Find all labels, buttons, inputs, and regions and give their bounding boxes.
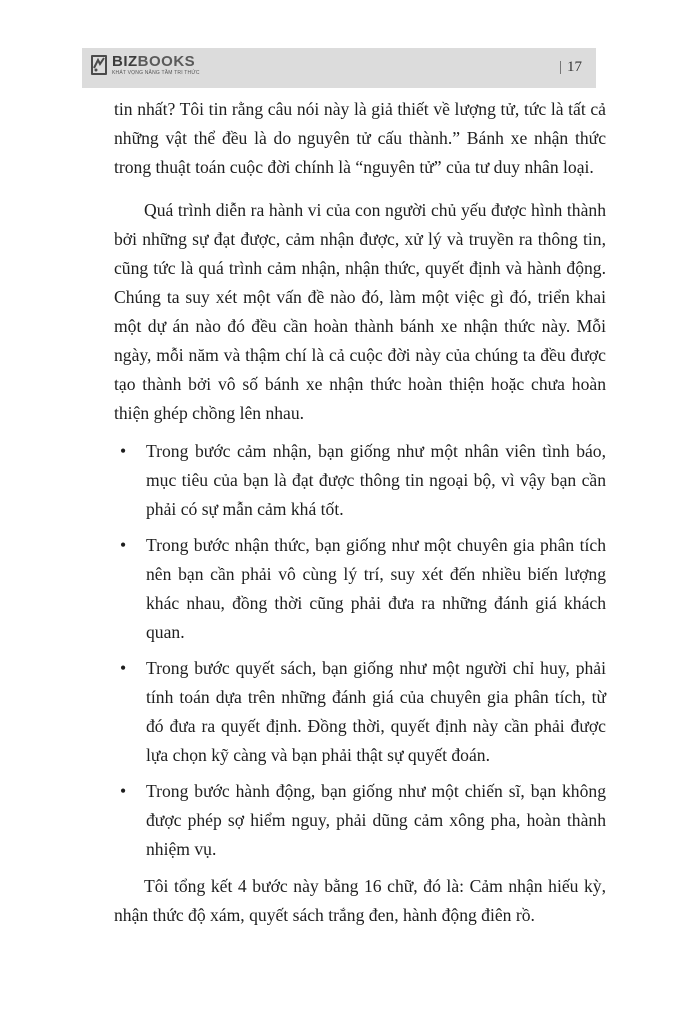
- bullet-text-decision: Trong bước quyết sách, bạn giống như một người chỉ huy, phải tính toán dựa trên những đánh giá của chuyên gia phân tích, từ đó đưa ra quyết định. Đồng thời, quyết định này cần phải được lựa chọn kỹ càng và bạn phải thật sự quyết đoán.: [146, 658, 606, 765]
- list-item: [114, 531, 606, 647]
- page-number: 17: [567, 59, 582, 75]
- bullet-text-action: Trong bước hành động, bạn giống như một chiến sĩ, bạn không được phép sợ hiểm nguy, phải dũng cảm xông pha, hoàn thành nhiệm vụ.: [146, 781, 606, 859]
- bullet-text-cognition: Trong bước nhận thức, bạn giống như một chuyên gia phân tích nên bạn cần phải vô cùng lý trí, suy xét đến nhiều biến lượng khác nhau, đồng thời cũng phải đưa ra những đánh giá khách quan.: [146, 535, 606, 642]
- page-number-separator: |: [558, 59, 562, 75]
- bullet-text-perception: Trong bước cảm nhận, bạn giống như một nhân viên tình báo, mục tiêu của bạn là đạt được thông tin ngoại bộ, vì vậy bạn cần phải có sự mẫn cảm khá tốt.: [146, 441, 606, 519]
- page-body: [114, 95, 606, 930]
- list-item: [114, 437, 606, 524]
- logo-name-books: BOOKS: [137, 53, 196, 70]
- paragraph-continued: tin nhất? Tôi tin rằng câu nói này là giả thiết về lượng tử, tức là tất cả những vật thể đều là do nguyên tử cấu thành.” Bánh xe nhận thức trong thuật toán cuộc đời chính là “nguyên tử” của tư duy nhân loại.: [114, 99, 606, 177]
- list-item: [114, 777, 606, 864]
- logo-name: [112, 54, 200, 70]
- bullet-list: [114, 437, 606, 864]
- bullet-icon: •: [120, 658, 127, 678]
- page-header: [82, 48, 596, 88]
- page-number-area: [559, 59, 582, 76]
- bullet-icon: •: [120, 535, 127, 555]
- paragraph-summary: Tôi tổng kết 4 bước này bằng 16 chữ, đó là: Cảm nhận hiếu kỳ, nhận thức độ xám, quyết sách trắng đen, hành động điên rồ.: [114, 876, 606, 925]
- bullet-icon: •: [120, 781, 127, 801]
- list-item: [114, 654, 606, 770]
- book-logo-icon: [90, 54, 108, 76]
- paragraph-behavior-process: Quá trình diễn ra hành vi của con người chủ yếu được hình thành bởi những sự đạt được, cảm nhận được, xử lý và truyền ra thông tin, cũng tức là quá trình cảm nhận, nhận thức, quyết định và hành động. Chúng ta suy xét một vấn đề nào đó, làm một việc gì đó, triển khai một dự án nào đó đều cần hoàn thành bánh xe nhận thức này. Mỗi ngày, mỗi năm và thậm chí là cả cuộc đời này của chúng ta đều được tạo thành bởi vô số bánh xe nhận thức hoàn thiện hoặc chưa hoàn thiện ghép chồng lên nhau.: [114, 200, 606, 423]
- logo-tagline: KHÁT VỌNG NÂNG TẦM TRI THỨC: [112, 70, 200, 76]
- bullet-icon: •: [120, 441, 127, 461]
- bizbooks-logo: [90, 54, 200, 77]
- logo-name-biz: BIZ: [112, 53, 138, 70]
